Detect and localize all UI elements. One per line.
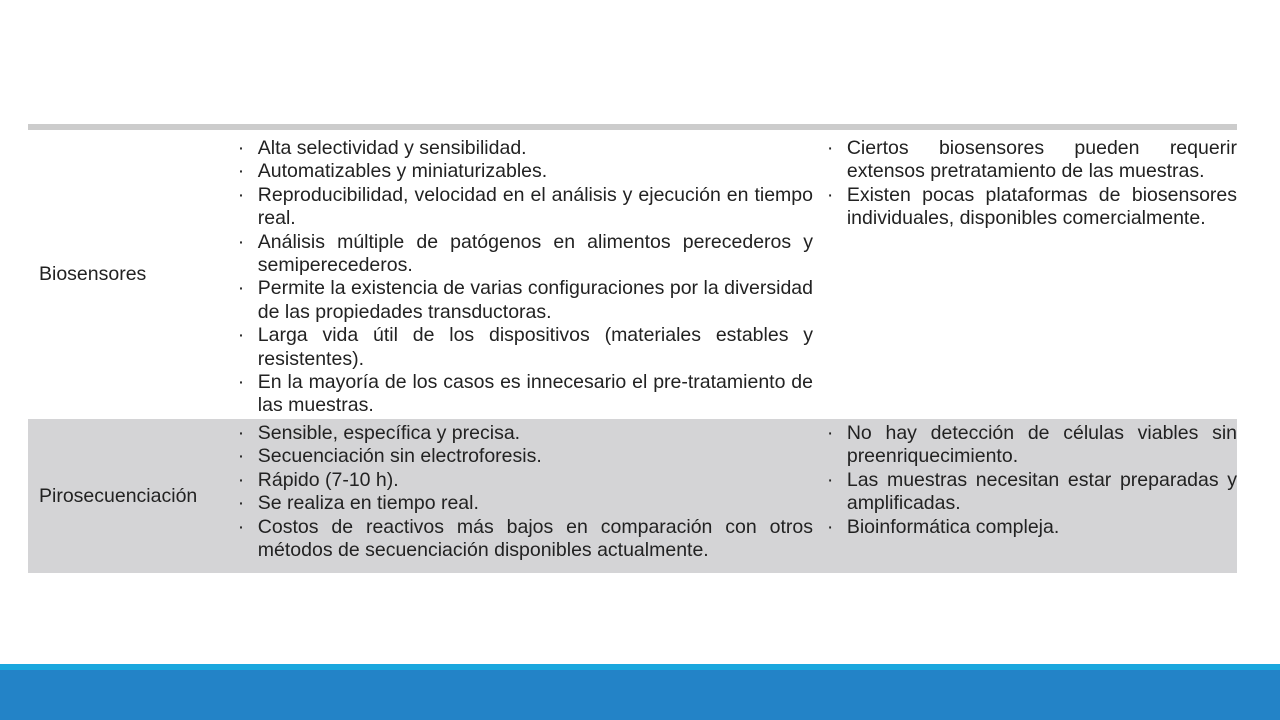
list-item: · Ciertos biosensores pueden requerir extensos pretratamiento de las muestras. xyxy=(826,137,1238,183)
bullet-icon: · xyxy=(237,468,245,491)
list-item: · Secuenciación sin electroforesis. xyxy=(237,445,542,468)
disadvantages-list xyxy=(827,422,1237,539)
row-label: Biosensores xyxy=(39,263,147,285)
comparison-table xyxy=(28,124,1237,573)
bullet-icon: · xyxy=(826,137,834,159)
bullet-icon: · xyxy=(237,137,245,159)
list-item: · Rápido (7-10 h). xyxy=(237,468,399,491)
list-item: · No hay detección de células viables sin preenriquecimiento. xyxy=(826,422,1238,468)
bullet-icon: · xyxy=(237,445,245,468)
bullet-icon: · xyxy=(237,324,245,347)
list-item: · Reproducibilidad, velocidad en el análisis y ejecución en tiempo real. xyxy=(237,183,813,230)
list-item: · Costos de reactivos más bajos en comparación con otros métodos de secuenciación disponibles actualmente. xyxy=(237,515,813,562)
table-row-pirosecuenciacion xyxy=(28,419,1237,573)
list-item: · Alta selectividad y sensibilidad. xyxy=(237,137,527,159)
table-row-biosensores xyxy=(28,130,1237,419)
list-item: · Las muestras necesitan estar preparadas y amplificadas. xyxy=(826,468,1238,515)
bullet-icon: · xyxy=(826,468,834,491)
bullet-icon: · xyxy=(826,515,834,538)
bullet-icon: · xyxy=(237,492,245,515)
bullet-icon: · xyxy=(237,183,245,206)
bullet-icon: · xyxy=(237,371,245,394)
bullet-icon: · xyxy=(237,422,245,444)
advantages-cell xyxy=(228,130,813,419)
list-item: · Larga vida útil de los dispositivos (materiales estables y resistentes). xyxy=(237,324,813,370)
list-item: · Se realiza en tiempo real. xyxy=(237,492,479,515)
list-item: · Permite la existencia de varias configuraciones por la diversidad de las propiedades transductoras. xyxy=(237,277,813,323)
list-item: · En la mayoría de los casos es innecesario el pre-tratamiento de las muestras. xyxy=(237,371,813,417)
bullet-icon: · xyxy=(237,230,245,253)
disadvantages-cell xyxy=(827,419,1237,573)
advantages-list xyxy=(238,137,813,418)
list-item: · Automatizables y miniaturizables. xyxy=(237,160,548,183)
disadvantages-cell xyxy=(827,130,1237,419)
list-item: · Bioinformática compleja. xyxy=(826,515,1060,538)
bullet-icon: · xyxy=(237,515,245,538)
bullet-icon: · xyxy=(237,160,245,183)
list-item: · Sensible, específica y precisa. xyxy=(237,422,521,444)
bullet-icon: · xyxy=(237,277,245,300)
row-label: Pirosecuenciación xyxy=(39,484,198,507)
disadvantages-list xyxy=(827,137,1237,231)
list-item: · Análisis múltiple de patógenos en alimentos perecederos y semiperecederos. xyxy=(237,230,813,277)
advantages-list xyxy=(238,422,813,562)
advantages-cell xyxy=(228,419,813,573)
bullet-icon: · xyxy=(826,183,834,206)
bullet-icon: · xyxy=(826,422,834,444)
list-item: · Existen pocas plataformas de biosensores individuales, disponibles comercialmente. xyxy=(826,183,1238,230)
footer-bar xyxy=(0,670,1280,720)
